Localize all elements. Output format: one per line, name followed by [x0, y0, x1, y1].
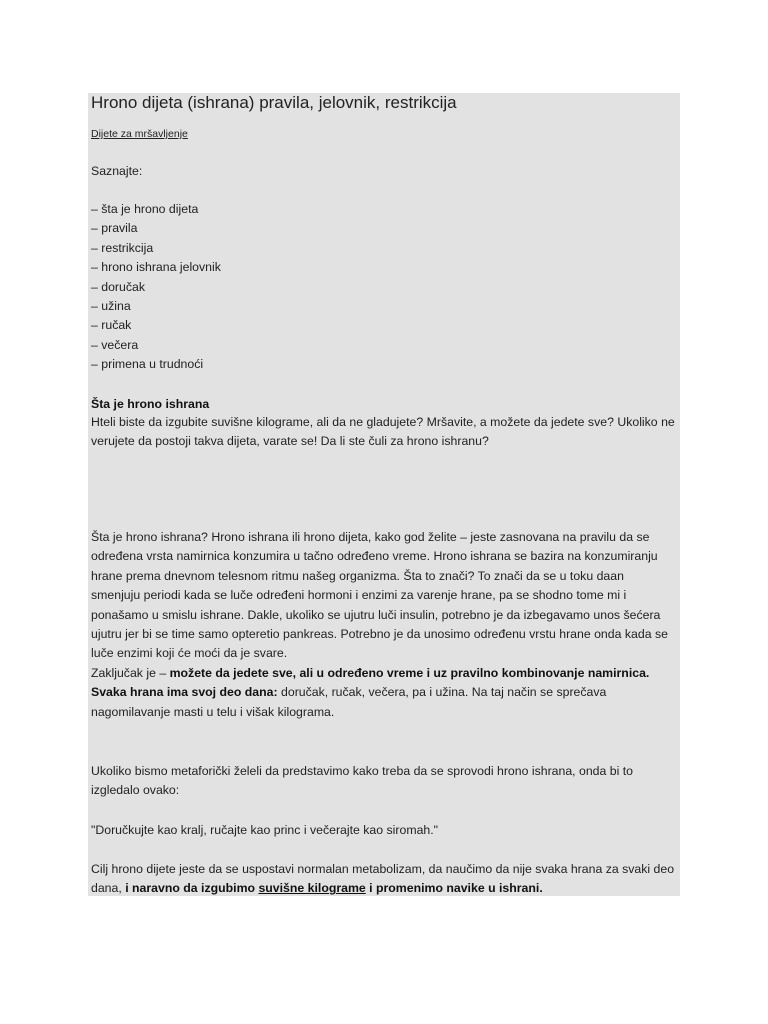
- page-title: Hrono dijeta (ishrana) pravila, jelovnik, restrikcija: [91, 93, 457, 112]
- toc-item: – doručak: [91, 279, 146, 294]
- paragraph-intro: Hteli biste da izgubite suvišne kilograme, ali da ne gladujete? Mršavite, a možete da jedete sve? Ukoliko ne verujete da postoji takva dijeta, varate se! Da li ste čuli za hrono ishranu?: [91, 415, 675, 449]
- paragraph-explanation: [91, 528, 676, 722]
- section-heading: Šta je hrono ishrana: [91, 397, 210, 411]
- toc-item: – restrikcija: [91, 240, 154, 255]
- toc-item: – šta je hrono dijeta: [91, 202, 199, 216]
- paragraph-goal: [91, 860, 676, 899]
- goal-bold-2: i promenimo navike u ishrani.: [365, 881, 543, 896]
- toc-item: – užina: [91, 299, 131, 314]
- conclusion-bold: možete da jedete sve, ali u određeno vreme i uz pravilno kombinovanje namirnica. Svaka hrana ima svoj deo dana:: [91, 665, 650, 700]
- toc-item: – primena u trudnoći: [91, 357, 204, 372]
- intro-label: Saznajte:: [91, 164, 143, 178]
- goal-link[interactable]: suvišne kilograme: [258, 881, 366, 896]
- goal-prefix: Cilj hrono dijete jeste da se uspostavi normalan metabolizam, da naučimo da nije svaka hrana za svaki deo dana,: [91, 862, 675, 896]
- toc-item: – večera: [91, 337, 139, 352]
- toc-item: – ručak: [91, 318, 132, 333]
- table-of-contents: [91, 200, 221, 375]
- category-link[interactable]: Dijete za mršavljenje: [91, 128, 188, 140]
- toc-item: – pravila: [91, 221, 138, 236]
- paragraph-metaphor: Ukoliko bismo metaforički želeli da predstavimo kako treba da se sprovodi hrono ishrana, onda bi to izgledalo ovako:: [91, 764, 634, 798]
- goal-bold-1: i naravno da izgubimo: [125, 881, 259, 896]
- conclusion-prefix: Zaključak je –: [91, 665, 170, 680]
- quote: "Doručkujte kao kralj, ručajte kao princ i večerajte kao siromah.": [91, 823, 439, 837]
- paragraph-explanation-text: Šta je hrono ishrana? Hrono ishrana ili hrono dijeta, kako god želite – jeste zasnovana na pravilu da se određena vrsta namirnica konzumira u tačno određeno vreme. Hrono ishrana se bazira na konzumiranju hrane prema dnevnom telesnom ritmu našeg organizma. Šta to znači? To znači da se u toku daan smenjuju periodi kada se luče određeni hormoni i enzimi za varenje hrane, pa se shodno tome mi i ponašamo u smislu ishrane. Dakle, ukoliko se ujutru luči insulin, potrebno je da izbegavamo unos šećera ujutru jer bi se time samo opteretio pankreas. Potrebno je da unosimo određenu vrstu hrane onda kada se luče enzimi koji će moći da je svare.: [91, 530, 668, 661]
- conclusion-rest: doručak, ručak, večera, pa i užina. Na taj način se sprečava nagomilavanje masti u telu i višak kilograma.: [91, 685, 607, 719]
- toc-item: – hrono ishrana jelovnik: [91, 260, 221, 275]
